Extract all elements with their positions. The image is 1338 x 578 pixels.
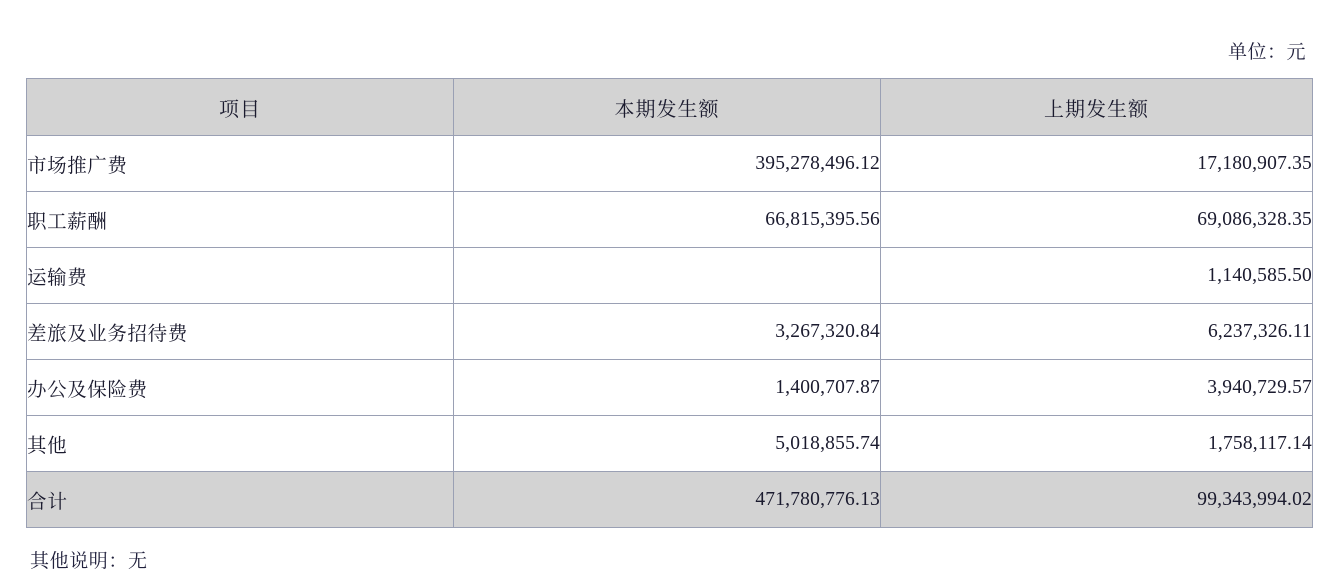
table-header-row xyxy=(27,79,1313,136)
expense-breakdown-table xyxy=(26,78,1313,528)
total-current-value: 471,780,776.13 xyxy=(454,472,881,528)
row-current-value: 395,278,496.12 xyxy=(454,136,881,192)
row-previous-value: 1,140,585.50 xyxy=(881,248,1313,304)
table-row xyxy=(27,248,1313,304)
total-label: 合计 xyxy=(27,472,454,528)
table-row xyxy=(27,416,1313,472)
total-previous-value: 99,343,994.02 xyxy=(881,472,1313,528)
row-label: 办公及保险费 xyxy=(27,360,454,416)
table-row xyxy=(27,360,1313,416)
row-current-value xyxy=(454,248,881,304)
row-label: 运输费 xyxy=(27,248,454,304)
row-previous-value: 1,758,117.14 xyxy=(881,416,1313,472)
row-label: 其他 xyxy=(27,416,454,472)
table-row xyxy=(27,304,1313,360)
footnote: 其他说明：无 xyxy=(30,551,148,572)
row-label: 差旅及业务招待费 xyxy=(27,304,454,360)
row-current-value: 5,018,855.74 xyxy=(454,416,881,472)
table-row xyxy=(27,192,1313,248)
row-current-value: 1,400,707.87 xyxy=(454,360,881,416)
row-previous-value: 69,086,328.35 xyxy=(881,192,1313,248)
row-current-value: 66,815,395.56 xyxy=(454,192,881,248)
row-label: 市场推广费 xyxy=(27,136,454,192)
row-previous-value: 3,940,729.57 xyxy=(881,360,1313,416)
table-total-row xyxy=(27,472,1313,528)
column-header-current-period: 本期发生额 xyxy=(454,79,881,136)
unit-note: 单位：元 xyxy=(1227,42,1306,63)
row-current-value: 3,267,320.84 xyxy=(454,304,881,360)
column-header-item: 项目 xyxy=(27,79,454,136)
row-label: 职工薪酬 xyxy=(27,192,454,248)
row-previous-value: 17,180,907.35 xyxy=(881,136,1313,192)
table-row xyxy=(27,136,1313,192)
row-previous-value: 6,237,326.11 xyxy=(881,304,1313,360)
column-header-previous-period: 上期发生额 xyxy=(881,79,1313,136)
